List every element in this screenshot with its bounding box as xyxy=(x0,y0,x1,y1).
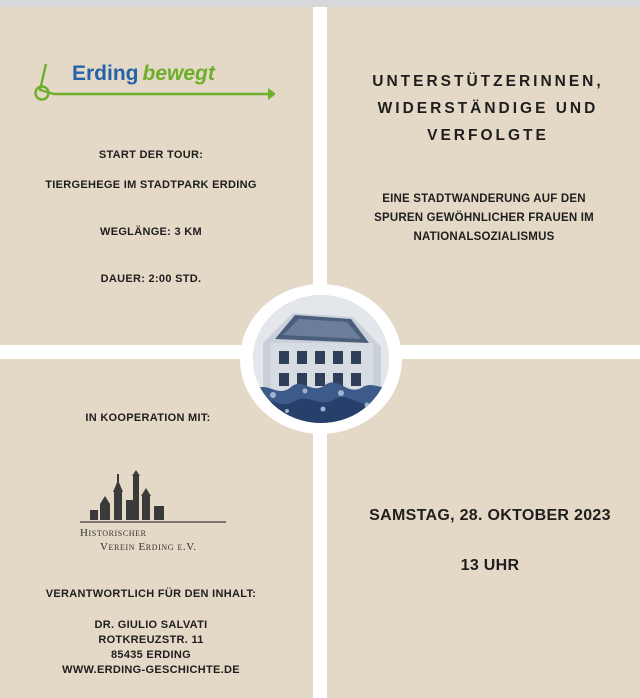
event-title xyxy=(338,68,638,149)
event-date: SAMSTAG, 28. OKTOBER 2023 xyxy=(369,507,611,524)
responsible-city: 85435 ERDING xyxy=(110,649,192,661)
title-line-1: UNTERSTÜTZERINNEN, xyxy=(372,73,604,90)
center-photo-frame xyxy=(240,284,402,434)
responsible-label: VERANTWORTLICH FÜR DEN INHALT: xyxy=(45,588,257,600)
partner-logo-line-1: Historischer xyxy=(80,527,147,539)
responsible-website: WWW.ERDING-GESCHICHTE.DE xyxy=(62,664,240,676)
quadrant-top-right xyxy=(327,7,640,345)
building-photo xyxy=(253,295,389,423)
partner-logo-line-2: Verein Erding e.V. xyxy=(100,541,197,553)
responsible-street: ROTKREUZSTR. 11 xyxy=(98,634,204,646)
tour-duration: DAUER: 2:00 STD. xyxy=(100,273,202,285)
logo-word-bewegt: bewegt xyxy=(142,62,215,85)
event-subtitle xyxy=(334,190,634,247)
town-skyline-icon xyxy=(80,470,230,528)
subtitle-line-1: EINE STADTWANDERUNG AUF DEN xyxy=(382,193,586,205)
start-place: TIERGEHEGE IM STADTPARK ERDING xyxy=(45,179,257,191)
quadrant-top-left xyxy=(0,7,313,345)
route-length: WEGLÄNGE: 3 KM xyxy=(100,226,202,238)
responsible-name: DR. GIULIO SALVATI xyxy=(94,619,208,631)
logo-word-erding: Erding xyxy=(72,62,139,85)
subtitle-line-3: NATIONALSOZIALISMUS xyxy=(413,231,555,243)
title-line-2: WIDERSTÄNDIGE UND xyxy=(377,100,599,117)
event-time: 13 UHR xyxy=(460,557,520,574)
title-line-3: VERFOLGTE xyxy=(427,127,549,144)
historic-building-illustration xyxy=(253,295,389,423)
start-label: START DER TOUR: xyxy=(98,149,204,161)
subtitle-line-2: SPUREN GEWÖHNLICHER FRAUEN IM xyxy=(374,212,594,224)
top-strip xyxy=(0,0,640,7)
cooperation-label: IN KOOPERATION MIT: xyxy=(85,412,211,424)
